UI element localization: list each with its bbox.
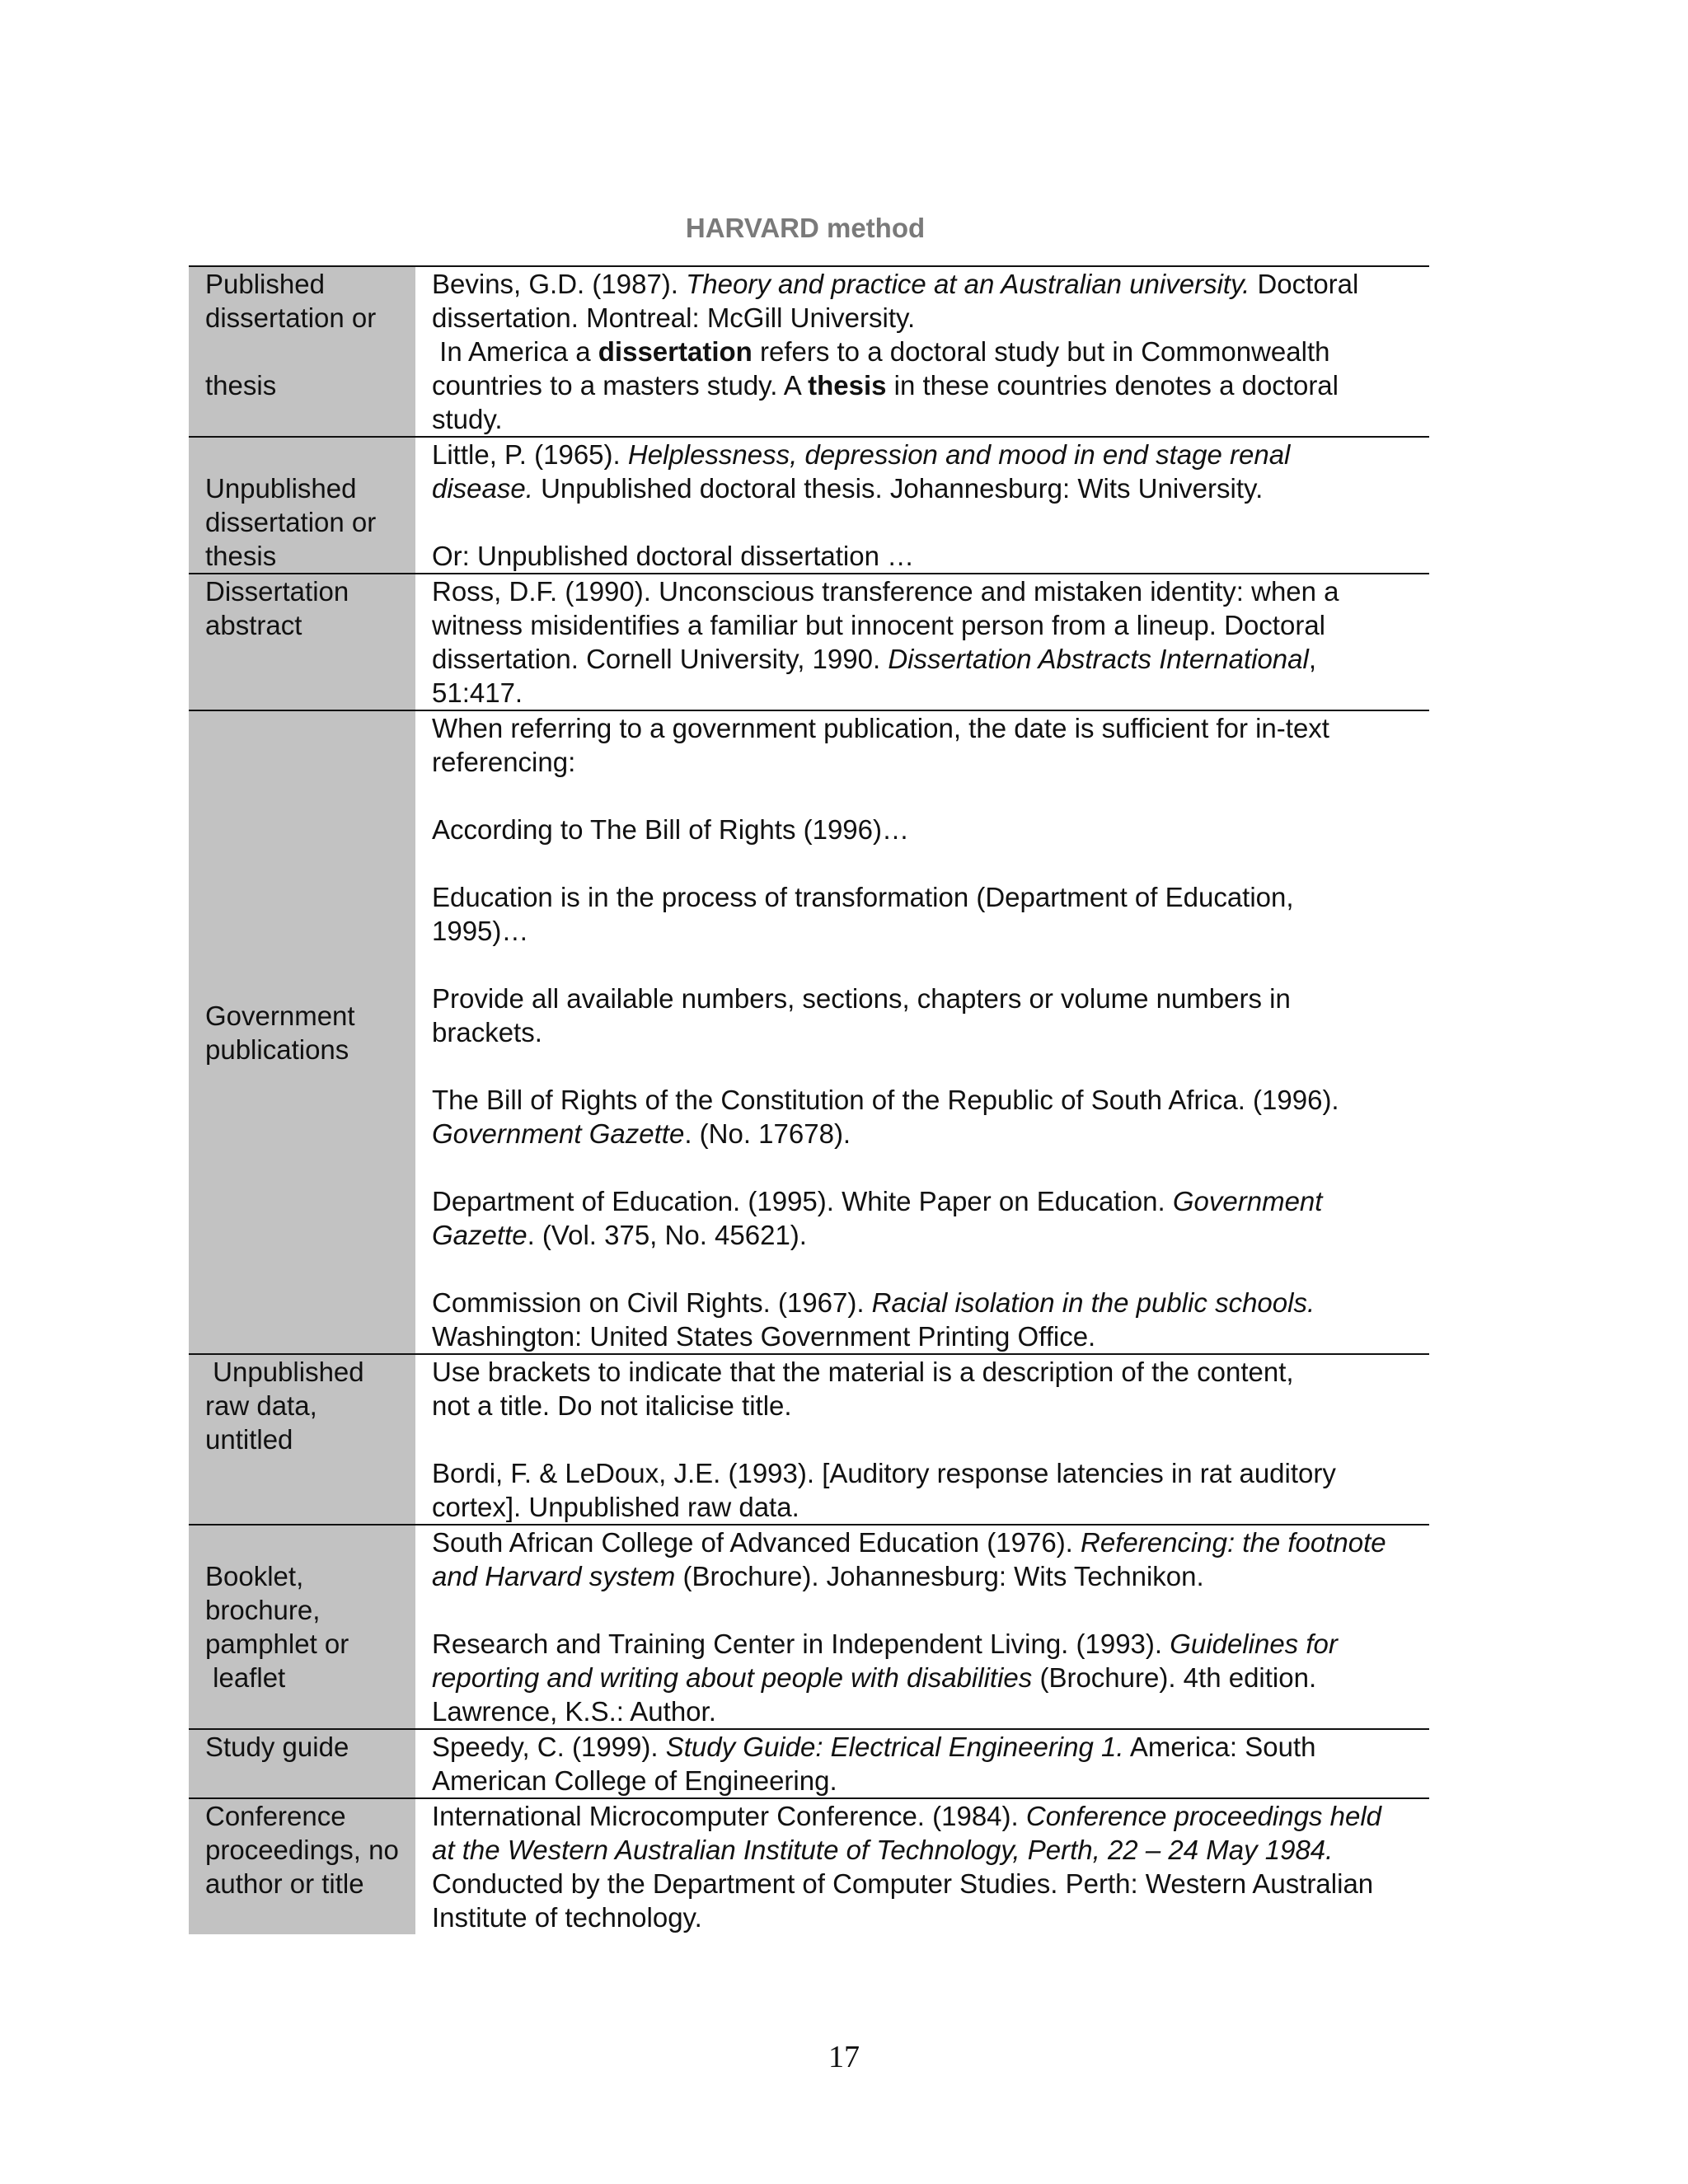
text: brackets.	[432, 1017, 542, 1047]
text: Unpublished doctoral thesis. Johannesburg: Wits University.	[532, 473, 1264, 504]
example-line	[432, 368, 1418, 402]
label-line: Booklet,	[205, 1561, 304, 1591]
label-line	[205, 438, 409, 471]
example-line	[432, 1015, 1418, 1049]
text: South African College of Advanced Education (1976).	[432, 1527, 1081, 1558]
example-line	[432, 711, 1418, 745]
example-line	[432, 1730, 1418, 1764]
text: American College of Engineering.	[432, 1765, 837, 1796]
italic-text: Study Guide: Electrical Engineering 1.	[665, 1732, 1124, 1762]
reference-example	[415, 266, 1429, 437]
reference-row	[189, 574, 1429, 710]
example-line	[432, 1117, 1418, 1151]
example-line	[432, 880, 1418, 914]
text: Department of Education. (1995). White Paper on Education.	[432, 1186, 1173, 1216]
example-line	[432, 1151, 1418, 1184]
label-line: proceedings, no	[205, 1835, 399, 1865]
example-line	[432, 1184, 1418, 1218]
text: 51:417.	[432, 677, 523, 708]
reference-example	[415, 437, 1429, 574]
reference-row	[189, 1354, 1429, 1525]
example-line	[432, 1490, 1418, 1524]
text: dissertation. Montreal: McGill University.	[432, 302, 916, 333]
example-line	[432, 1389, 1418, 1422]
label-line: thesis	[205, 541, 277, 571]
text: Conducted by the Department of Computer Studies. Perth: Western Australian	[432, 1868, 1374, 1899]
text: Bevins, G.D. (1987).	[432, 269, 687, 299]
text: in these countries denotes a doctoral	[886, 370, 1339, 401]
text: (Brochure). Johannesburg: Wits Technikon.	[675, 1561, 1204, 1591]
italic-text: Conference proceedings held	[1025, 1801, 1382, 1831]
reference-type-label	[189, 437, 415, 574]
bold-text: dissertation	[598, 336, 753, 367]
label-line: pamphlet or	[205, 1629, 349, 1659]
text: cortex]. Unpublished raw data.	[432, 1492, 799, 1522]
example-line	[432, 982, 1418, 1015]
text: ,	[1308, 644, 1317, 674]
reference-example	[415, 710, 1429, 1354]
reference-row	[189, 1525, 1429, 1729]
example-line	[432, 1694, 1418, 1728]
text: Washington: United States Government Printing Office.	[432, 1321, 1096, 1352]
italic-text: Theory and practice at an Australian university.	[686, 269, 1250, 299]
text: Bordi, F. & LeDoux, J.E. (1993). [Auditory response latencies in rat auditory	[432, 1458, 1336, 1488]
italic-text: disease.	[432, 473, 533, 504]
reference-row	[189, 266, 1429, 437]
text: not a title. Do not italicise title.	[432, 1390, 792, 1421]
example-line	[432, 471, 1418, 505]
label-line: untitled	[205, 1424, 293, 1455]
text: Ross, D.F. (1990). Unconscious transference and mistaken identity: when a	[432, 576, 1339, 607]
italic-text: and Harvard system	[432, 1561, 676, 1591]
text: When referring to a government publication, the date is sufficient for in-text	[432, 713, 1329, 743]
label-line: Unpublished	[205, 1357, 364, 1387]
text: refers to a doctoral study but in Commonwealth	[752, 336, 1330, 367]
text: Institute of technology.	[432, 1902, 702, 1933]
label-line: thesis	[205, 370, 277, 401]
label-line: Unpublished	[205, 473, 357, 504]
example-line	[432, 505, 1418, 539]
example-line	[432, 1867, 1418, 1900]
example-line	[432, 539, 1418, 573]
text: Doctoral	[1250, 269, 1359, 299]
text: (Brochure). 4th edition.	[1032, 1662, 1317, 1693]
reference-type-label	[189, 1354, 415, 1525]
label-line: brochure,	[205, 1595, 321, 1625]
label-line	[205, 335, 409, 368]
italic-text: Helplessness, depression and mood in end stage renal	[627, 439, 1291, 470]
text: 1995)…	[432, 916, 529, 946]
text: Speedy, C. (1999).	[432, 1732, 666, 1762]
text: According to The Bill of Rights (1996)…	[432, 814, 909, 845]
reference-example	[415, 574, 1429, 710]
example-line	[432, 402, 1418, 436]
label-line: Dissertation	[205, 576, 349, 607]
text: International Microcomputer Conference. (1984).	[432, 1801, 1026, 1831]
example-line	[432, 1559, 1418, 1593]
page-title: HARVARD method	[685, 213, 926, 243]
label-line: author or title	[205, 1868, 364, 1899]
reference-table-body	[189, 266, 1429, 1934]
text: America: South	[1123, 1732, 1316, 1762]
reference-example	[415, 1798, 1429, 1934]
italic-text: at the Western Australian Institute of Technology, Perth, 22 – 24 May 1984.	[432, 1835, 1334, 1865]
example-line	[432, 1422, 1418, 1456]
example-line	[432, 948, 1418, 982]
label-line: abstract	[205, 610, 302, 640]
label-line: leaflet	[205, 1662, 286, 1693]
italic-text: reporting and writing about people with disabilities	[432, 1662, 1033, 1693]
example-line	[432, 813, 1418, 846]
label-line: Study guide	[205, 1732, 349, 1762]
example-line	[432, 1900, 1418, 1934]
label-line: publications	[205, 1033, 349, 1065]
reference-row	[189, 710, 1429, 1354]
example-line	[432, 1252, 1418, 1286]
example-line	[432, 1593, 1418, 1627]
example-line	[432, 642, 1418, 676]
italic-text: Guidelines for	[1170, 1629, 1338, 1659]
page-number: 17	[828, 2040, 860, 2074]
example-line	[432, 438, 1418, 471]
italic-text: Dissertation Abstracts International	[888, 644, 1309, 674]
label-line: raw data,	[205, 1390, 317, 1421]
example-line	[432, 1526, 1418, 1559]
text: dissertation. Cornell University, 1990.	[432, 644, 889, 674]
text: Lawrence, K.S.: Author.	[432, 1696, 716, 1727]
example-line	[432, 1456, 1418, 1490]
text: In America a	[432, 336, 598, 367]
example-line	[432, 1799, 1418, 1833]
reference-table	[189, 265, 1429, 1934]
example-line	[432, 676, 1418, 710]
text: Provide all available numbers, sections, chapters or volume numbers in	[432, 983, 1291, 1014]
reference-type-label	[189, 1525, 415, 1729]
text: Education is in the process of transformation (Department of Education,	[432, 882, 1294, 912]
reference-type-label	[189, 266, 415, 437]
example-line	[432, 1218, 1418, 1252]
text: Or: Unpublished doctoral dissertation …	[432, 541, 915, 571]
label-line: Government	[205, 1000, 355, 1031]
reference-example	[415, 1354, 1429, 1525]
reference-type-label	[189, 574, 415, 710]
example-line	[432, 779, 1418, 813]
text: . (Vol. 375, No. 45621).	[527, 1220, 807, 1250]
example-line	[432, 608, 1418, 642]
text: Use brackets to indicate that the material is a description of the content,	[432, 1357, 1294, 1387]
text: witness misidentifies a familiar but innocent person from a lineup. Doctoral	[432, 610, 1326, 640]
text: Research and Training Center in Independent Living. (1993).	[432, 1629, 1170, 1659]
example-line	[432, 1049, 1418, 1083]
example-line	[432, 335, 1418, 368]
label-line: dissertation or	[205, 507, 377, 537]
reference-type-label	[189, 1798, 415, 1934]
example-line	[432, 574, 1418, 608]
reference-example	[415, 1729, 1429, 1798]
example-line	[432, 267, 1418, 301]
label-line: Conference	[205, 1801, 346, 1831]
label-line: dissertation or	[205, 302, 377, 333]
example-line	[432, 1083, 1418, 1117]
example-line	[432, 301, 1418, 335]
example-line	[432, 1355, 1418, 1389]
example-line	[432, 1661, 1418, 1694]
italic-text: Government	[1172, 1186, 1323, 1216]
italic-text: Referencing: the footnote	[1081, 1527, 1386, 1558]
text: referencing:	[432, 747, 576, 777]
example-line	[432, 745, 1418, 779]
italic-text: Government Gazette	[432, 1118, 685, 1149]
text: Commission on Civil Rights. (1967).	[432, 1287, 872, 1318]
example-line	[432, 1833, 1418, 1867]
text: The Bill of Rights of the Constitution of the Republic of South Africa. (1996).	[432, 1085, 1339, 1115]
example-line	[432, 1319, 1418, 1353]
reference-row	[189, 1798, 1429, 1934]
example-line	[432, 1286, 1418, 1319]
example-line	[432, 1627, 1418, 1661]
italic-text: Racial isolation in the public schools.	[871, 1287, 1315, 1318]
bold-text: thesis	[808, 370, 887, 401]
reference-type-label	[189, 710, 415, 1354]
text: countries to a masters study. A	[432, 370, 809, 401]
example-line	[432, 846, 1418, 880]
italic-text: Gazette	[432, 1220, 528, 1250]
label-line	[205, 1526, 409, 1559]
example-line	[432, 1764, 1418, 1797]
reference-row	[189, 437, 1429, 574]
reference-example	[415, 1525, 1429, 1729]
example-line	[432, 914, 1418, 948]
text: study.	[432, 404, 503, 434]
text: Little, P. (1965).	[432, 439, 628, 470]
label-line: Published	[205, 269, 325, 299]
text: . (No. 17678).	[684, 1118, 851, 1149]
reference-type-label	[189, 1729, 415, 1798]
reference-row	[189, 1729, 1429, 1798]
